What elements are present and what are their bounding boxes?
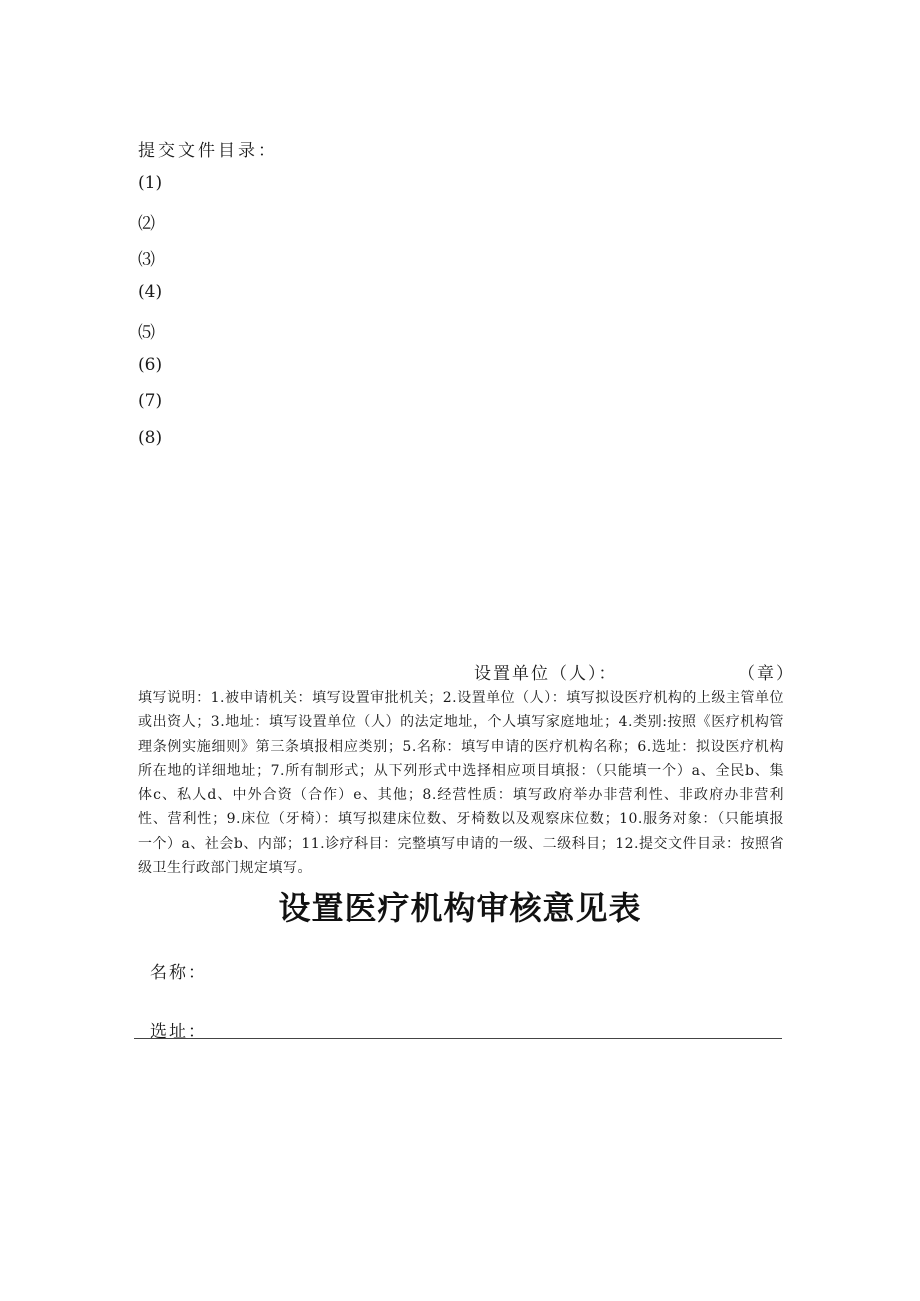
applicant-unit-label: 设置单位（人）： <box>474 664 618 684</box>
submission-item-5: ⑸ <box>138 323 155 343</box>
filling-instructions: 填写说明：1.被申请机关：填写设置审批机关；2.设置单位（人）：填写拟设医疗机构的上级主管单位或出资人；3.地址：填写设置单位（人）的法定地址，个人填写家庭地址；4.类别:按照《医疗机构管理条例实施细则》第三条填报相应类别；5.名称：填写申请的医疗机构名称；6.选址：拟设医疗机构所在地的详细地址；7.所有制形式；从下列形式中选择相应项目填报：（只能填一个）a、全民b、集体c、私人d、中外合资（合作）e、其他；8.经营性质：填写政府举办非营利性、非政府办非营利性、营利性；9.床位（牙椅）：填写拟建床位数、牙椅数以及观察床位数；10.服务对象：（只能填报一个）a、社会b、内部；11.诊疗科目：完整填写申请的一级、二级科目；12.提交文件目录：按照省级卫生行政部门规定填写。 <box>138 690 784 877</box>
review-form-title: 设置医疗机构审核意见表 <box>278 889 642 927</box>
submission-item-4: (4) <box>138 282 163 302</box>
submission-item-7: (7) <box>138 391 163 411</box>
name-field-label: 名称： <box>150 963 207 983</box>
submission-item-8: (8) <box>138 428 163 448</box>
site-field-underline <box>134 1038 782 1039</box>
submission-item-6: (6) <box>138 355 163 375</box>
site-field-label: 选址： <box>150 1022 207 1042</box>
submission-item-2: ⑵ <box>138 214 155 234</box>
submission-heading: 提交文件目录： <box>138 141 278 161</box>
seal-label: （章） <box>738 664 795 684</box>
submission-item-3: ⑶ <box>138 250 155 270</box>
submission-item-1: (1) <box>138 173 163 193</box>
